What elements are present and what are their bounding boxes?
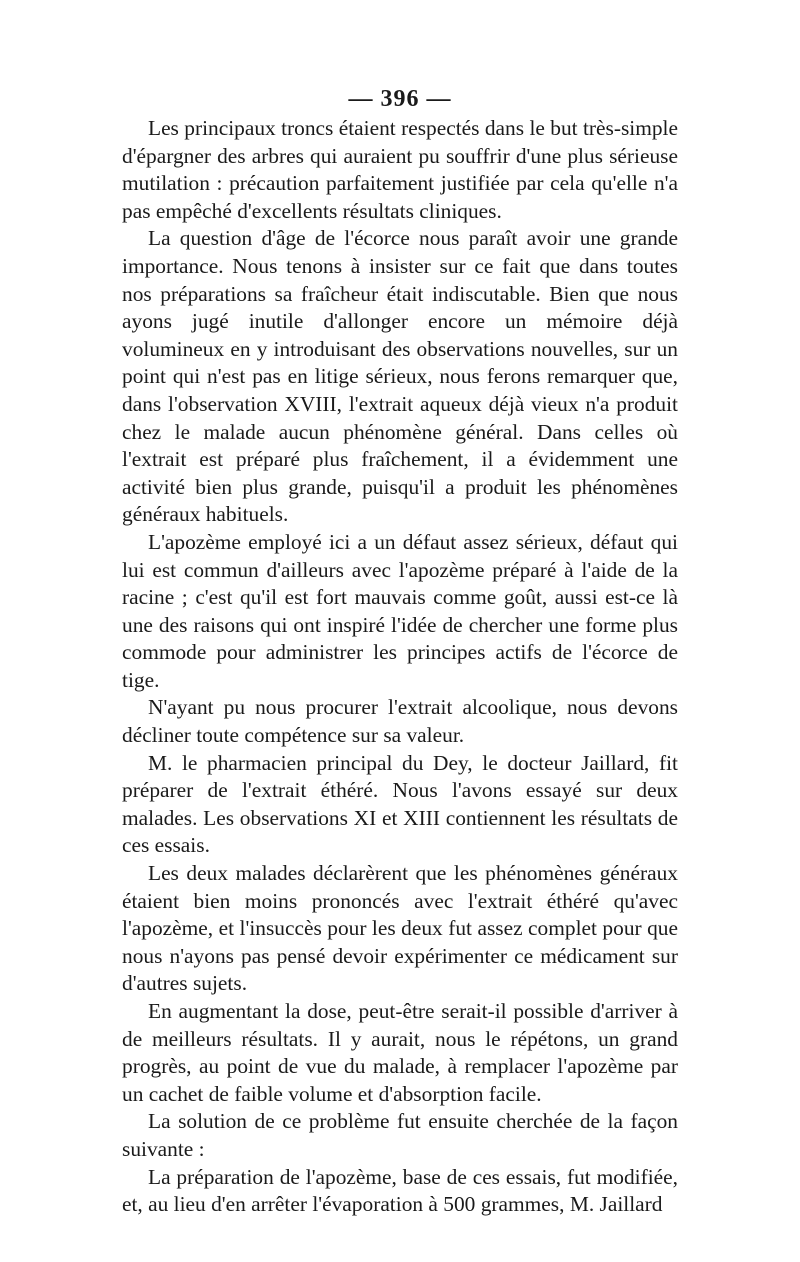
paragraph-1: Les principaux troncs étaient respectés dans le but très-simple d'épargner des arbres qui auraient pu souffrir d'une plus sérieuse mutilation : précaution parfaitement justifiée par cela qu'elle n'a pas empêché d'excellents résultats cliniques.: [122, 116, 678, 223]
paragraph-9: La préparation de l'apozème, base de ces essais, fut modifiée, et, au lieu d'en arrêter l'évaporation à 500 grammes, M. Jaillard: [122, 1164, 678, 1217]
body-text: [122, 115, 678, 1219]
paragraph-7: En augmentant la dose, peut-être serait-il possible d'arriver à de meilleurs résultats. Il y aurait, nous le répétons, un grand progrès, au point de vue du malade, à remplacer l'apozème par un cachet de faible volume et d'absorption facile.: [122, 999, 678, 1106]
paragraph-2: La question d'âge de l'écorce nous paraît avoir une grande importance. Nous tenons à insister sur ce fait que dans toutes nos préparations sa fraîcheur était indiscutable. Bien que nous ayons jugé inutile d'allonger encore un mémoire déjà volumineux en y introduisant des observations nouvelles, sur un point qui n'est pas en litige sérieux, nous ferons remarquer que, dans l'observation XVIII, l'extrait aqueux déjà vieux n'a produit chez le malade aucun phénomène général. Dans celles où l'extrait est préparé plus fraîchement, il a évidemment une activité bien plus grande, puisqu'il a produit les phénomènes généraux habituels.: [122, 226, 678, 527]
paragraph-8: La solution de ce problème fut ensuite cherchée de la façon suivante :: [122, 1109, 678, 1161]
paragraph-4: N'ayant pu nous procurer l'extrait alcoolique, nous devons décliner toute compétence sur sa valeur.: [122, 695, 678, 748]
page-number: — 396 —: [348, 86, 452, 112]
paragraph-6: Les deux malades déclarèrent que les phénomènes généraux étaient bien moins prononcés avec l'extrait éthéré qu'avec l'apozème, et l'insuccès pour les deux fut assez complet pour que nous n'ayons pas pensé devoir expérimenter ce médicament sur d'autres sujets.: [122, 861, 678, 996]
paragraph-3: L'apozème employé ici a un défaut assez sérieux, défaut qui lui est commun d'ailleurs avec l'apozème préparé à l'aide de la racine ; c'est qu'il est fort mauvais comme goût, aussi est-ce là une des raisons qui ont inspiré l'idée de chercher une forme plus commode pour administrer les principes actifs de l'écorce de tige.: [122, 529, 678, 692]
paragraph-5: M. le pharmacien principal du Dey, le docteur Jaillard, fit préparer de l'extrait éthéré. Nous l'avons essayé sur deux malades. Les observations XI et XIII contiennent les résultats de ces essais.: [122, 750, 678, 858]
